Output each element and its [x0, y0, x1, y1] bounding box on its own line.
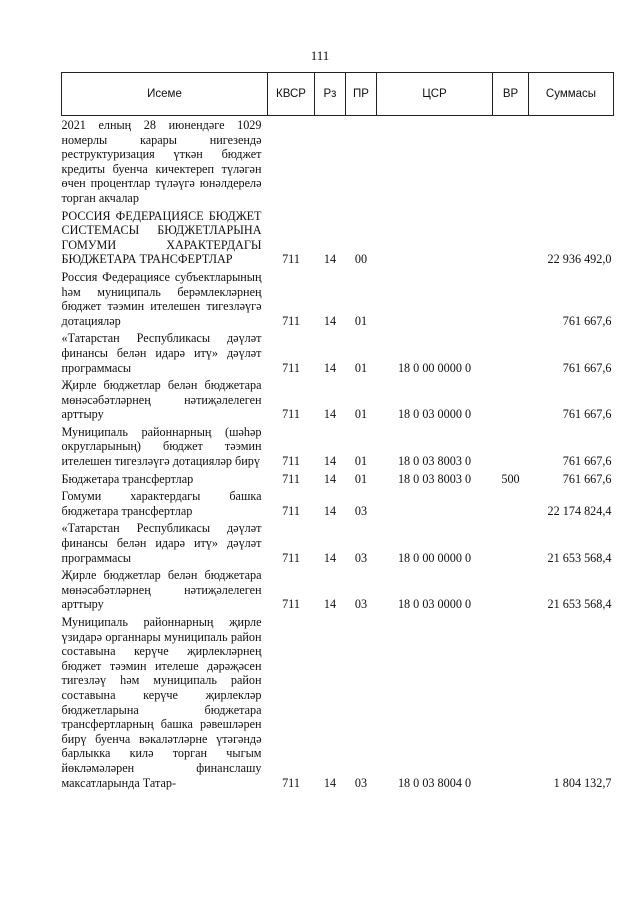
row-kvsr-cell — [268, 116, 315, 207]
column-header-csr: ЦСР — [377, 73, 493, 116]
row-kvsr-cell: 711 — [282, 503, 300, 518]
budget-table — [61, 72, 614, 791]
row-pr-cell: 00 — [354, 252, 368, 267]
row-pr-cell: 03 — [354, 550, 368, 565]
row-csr-cell — [377, 207, 493, 268]
row-kvsr-cell: 711 — [282, 360, 300, 375]
row-kvsr-cell: 711 — [282, 597, 300, 612]
row-sum-cell: 761 667,6 — [562, 454, 612, 469]
row-rz-cell: 14 — [323, 597, 337, 612]
row-rz-cell: 14 — [323, 252, 337, 267]
row-name-cell: Муниципаль районнарның җирле үзидарә органнары муниципаль район составына керүче җирлекләрнең бюджет тәэмин ителеше дәрәҗәсен тигезләү һәм муниципаль район составына керүче җирлекләр бюджетларына бюджетара трансфертларның башка рәвешләрен бирү буенча вәкаләтләрне үтәгәндә барлыкка килә торган чыгым йөкләмәләрен финанслашу максатларында Татар- — [61, 615, 262, 790]
row-kvsr-cell: 711 — [282, 471, 300, 486]
row-vr-cell — [493, 519, 529, 566]
row-csr-cell: 18 0 00 0000 0 — [397, 360, 472, 375]
row-csr-cell: 18 0 03 8003 0 — [397, 454, 472, 469]
row-vr-cell — [493, 566, 529, 613]
row-pr-cell: 01 — [354, 360, 368, 375]
column-header-pr: ПР — [346, 73, 377, 116]
row-vr-cell — [493, 376, 529, 423]
row-csr-cell: 18 0 03 0000 0 — [397, 597, 472, 612]
row-kvsr-cell: 711 — [282, 550, 300, 565]
row-csr-cell: 18 0 03 0000 0 — [397, 407, 472, 422]
table-header-row — [62, 73, 614, 116]
row-name-cell: Гомуми характердагы башка бюджетара трансфертлар — [61, 489, 262, 518]
row-csr-cell: 18 0 03 8003 0 — [397, 471, 472, 486]
row-kvsr-cell: 711 — [282, 407, 300, 422]
row-sum-cell: 761 667,6 — [562, 407, 612, 422]
row-vr-cell — [493, 207, 529, 268]
row-pr-cell: 03 — [354, 503, 368, 518]
row-name-cell: 2021 елның 28 июнендәге 1029 номерлы карары нигезендә реструктуризация үткән бюджет кредиты буенча кичектереп түләгән өчен процентлар түләүгә юнәлдерелә торган акчалар — [61, 118, 262, 205]
row-kvsr-cell: 711 — [282, 313, 300, 328]
row-rz-cell: 14 — [323, 503, 337, 518]
row-csr-cell — [377, 268, 493, 329]
row-name-cell: Россия Федерациясе субъектларының һәм муниципаль берәмлекләрнең бюджет тәэмин ителешен тигезләүгә дотацияләр — [61, 269, 262, 328]
row-vr-cell: 500 — [501, 471, 520, 486]
row-vr-cell — [493, 613, 529, 791]
row-kvsr-cell: 711 — [282, 454, 300, 469]
table-row — [62, 268, 614, 329]
row-kvsr-cell: 711 — [282, 252, 300, 267]
column-header-rz: Рз — [315, 73, 346, 116]
table-row — [62, 329, 614, 376]
row-rz-cell — [315, 116, 346, 207]
row-name-cell: Җирле бюджетлар белән бюджетара мөнәсәбәтләрнең нәтиҗәлелеген арттыру — [61, 378, 262, 422]
row-csr-cell: 18 0 00 0000 0 — [397, 550, 472, 565]
row-sum-cell: 22 936 492,0 — [547, 252, 612, 267]
table-row — [62, 423, 614, 470]
row-pr-cell: 01 — [354, 407, 368, 422]
column-header-vr: ВР — [493, 73, 529, 116]
row-rz-cell: 14 — [323, 313, 337, 328]
table-row — [62, 519, 614, 566]
row-pr-cell — [346, 116, 377, 207]
row-kvsr-cell: 711 — [282, 775, 300, 790]
row-sum-cell: 22 174 824,4 — [547, 503, 612, 518]
table-row — [62, 116, 614, 207]
row-csr-cell — [377, 116, 493, 207]
table-row — [62, 566, 614, 613]
row-pr-cell: 03 — [354, 597, 368, 612]
row-rz-cell: 14 — [323, 407, 337, 422]
row-rz-cell: 14 — [323, 360, 337, 375]
row-vr-cell — [493, 423, 529, 470]
row-sum-cell: 21 653 568,4 — [547, 550, 612, 565]
row-sum-cell: 761 667,6 — [562, 471, 612, 486]
table-row — [62, 470, 614, 488]
row-name-cell: Җирле бюджетлар белән бюджетара мөнәсәбәтләрнең нәтиҗәлелеген арттыру — [61, 568, 262, 612]
row-pr-cell: 03 — [354, 775, 368, 790]
row-name-cell: РОССИЯ ФЕДЕРАЦИЯСЕ БЮДЖЕТ СИСТЕМАСЫ БЮДЖЕТЛАРЫНА ГОМУМИ ХАРАКТЕРДАГЫ БЮДЖЕТАРА ТРАНСФЕРТЛАР — [61, 208, 262, 267]
row-vr-cell — [493, 116, 529, 207]
row-rz-cell: 14 — [323, 775, 337, 790]
row-pr-cell: 01 — [354, 454, 368, 469]
table-row — [62, 207, 614, 268]
row-sum-cell: 21 653 568,4 — [547, 597, 612, 612]
row-name-cell: «Татарстан Республикасы дәүләт финансы белән идарә итү» дәүләт программасы — [61, 331, 262, 375]
row-vr-cell — [493, 268, 529, 329]
row-sum-cell: 761 667,6 — [562, 313, 612, 328]
page-number: 111 — [310, 48, 330, 63]
row-name-cell: Муниципаль районнарның (шәһәр округларының) бюджет тәэмин ителешен тигезләүгә дотацияләр бирү — [61, 424, 262, 469]
row-name-cell: «Татарстан Республикасы дәүләт финансы белән идарә итү» дәүләт программасы — [61, 521, 262, 565]
row-name-cell: Бюджетара трансфертлар — [61, 471, 194, 486]
row-vr-cell — [493, 329, 529, 376]
row-sum-cell: 1 804 132,7 — [553, 775, 612, 790]
row-rz-cell: 14 — [323, 454, 337, 469]
row-csr-cell: 18 0 03 8004 0 — [397, 775, 472, 790]
row-rz-cell: 14 — [323, 471, 337, 486]
row-csr-cell — [377, 487, 493, 519]
row-pr-cell: 01 — [354, 471, 368, 486]
column-header-name: Исеме — [62, 73, 268, 116]
column-header-sum: Суммасы — [529, 73, 614, 116]
row-rz-cell: 14 — [323, 550, 337, 565]
column-header-kvsr: КВСР — [268, 73, 315, 116]
table-row — [62, 487, 614, 519]
row-sum-cell — [529, 116, 614, 207]
row-vr-cell — [493, 487, 529, 519]
row-pr-cell: 01 — [354, 313, 368, 328]
row-sum-cell: 761 667,6 — [562, 360, 612, 375]
table-row — [62, 613, 614, 791]
table-row — [62, 376, 614, 423]
